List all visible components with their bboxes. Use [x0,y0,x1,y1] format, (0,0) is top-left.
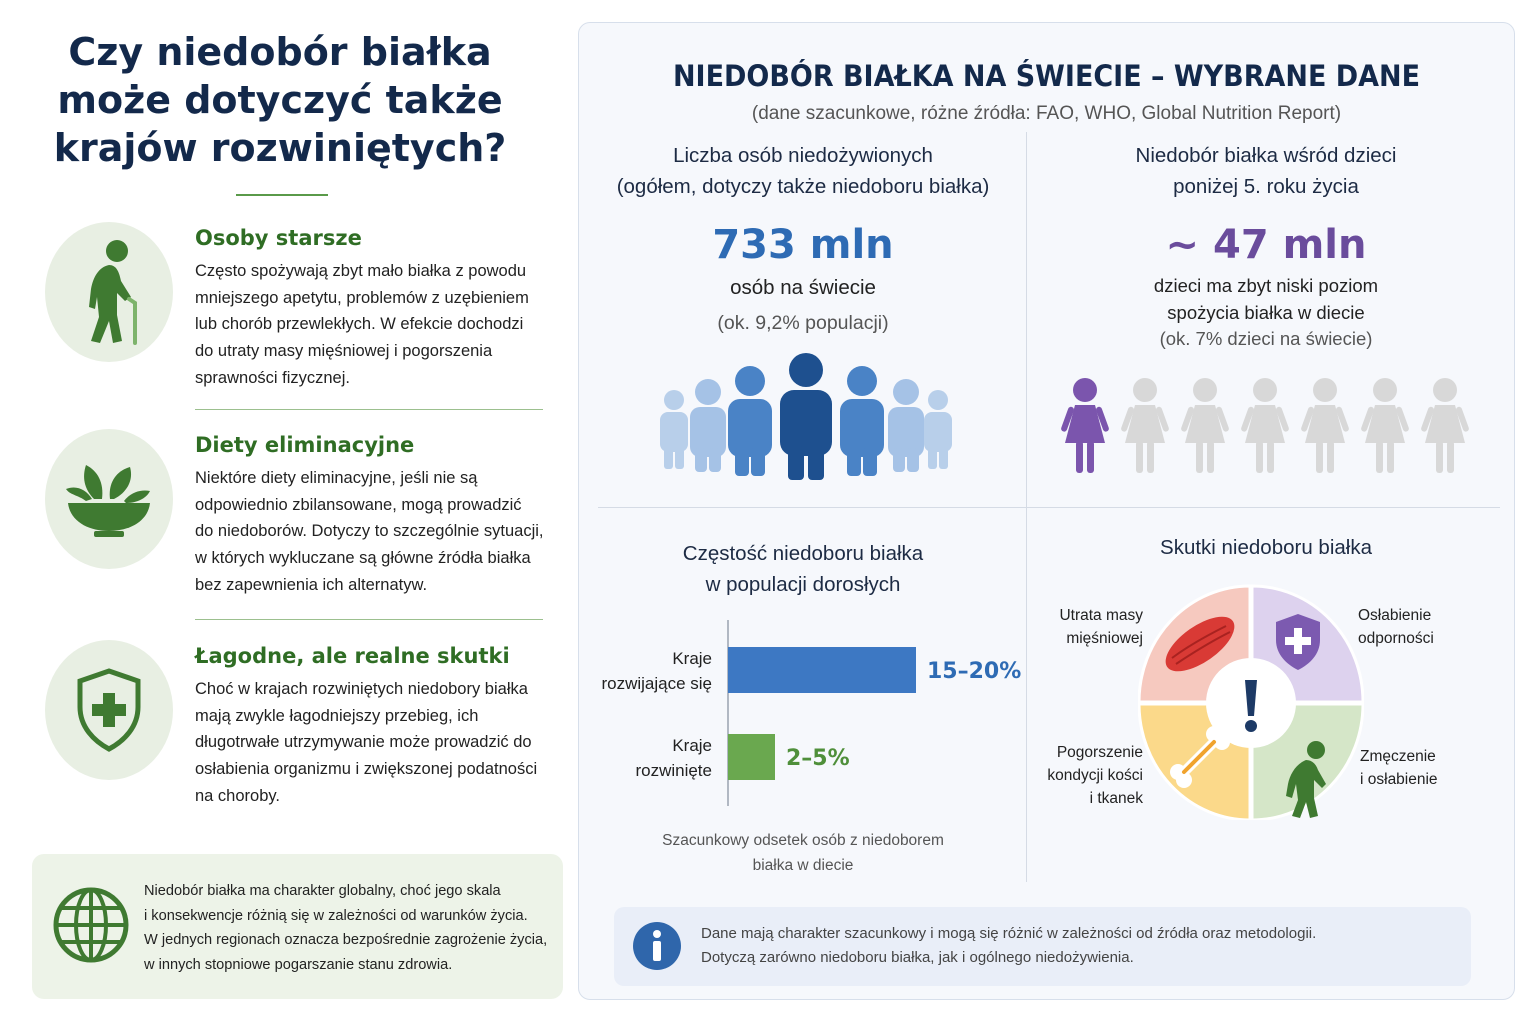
value-label: 15–20% [927,659,1022,684]
info-note-text [701,922,1316,970]
text-line: osłabienia organizmu i zwiększonej podatności [195,760,538,779]
caption-line: Szacunkowy odsetek osób z niedoborem [662,832,944,849]
undernourished-unit: osób na świecie [730,276,876,299]
divider [195,409,543,410]
adults-heading [598,538,1008,600]
label-line: kondycji kości [1047,767,1143,784]
page-title [40,28,520,172]
title-line: może dotyczyć także [57,78,503,122]
child-icon [1240,378,1289,473]
children-share: (ok. 7% dzieci na świecie) [1159,328,1373,349]
undernourished-heading [598,140,1008,202]
text-line: do niedoborów. Dotyczy to szczególnie sytuacji, [195,522,544,541]
item-elimination-diets [40,429,560,599]
item-title: Diety eliminacyjne [195,433,415,457]
label-line: Osłabienie [1358,607,1432,624]
text-line: Dotyczą zarówno niedoboru białka, jak i ogólnego niedożywienia. [701,949,1134,966]
text-line: Choć w krajach rozwiniętych niedobory białka [195,680,528,698]
value-label: 2–5% [786,746,850,771]
text-line: w których wykluczane są główne źródła białka [195,549,531,568]
bar [728,647,916,693]
children-icon-row [1055,375,1485,480]
effect-label-bones [1030,741,1143,810]
global-note-box [32,854,563,999]
horizontal-divider [598,507,1500,508]
child-icon [1120,378,1169,473]
children-value: ~ 47 mln [1165,222,1367,268]
text-line: W jednych regionach oznacza bezpośrednie zagrożenie życia, [144,932,548,948]
child-icon-highlighted [1060,378,1109,473]
bar [728,734,775,780]
heading-line: Liczba osób niedożywionych [673,144,933,167]
title-underline [236,194,328,196]
effect-label-muscle [1040,604,1143,650]
text-line: mają zwykle łagodniejszy przebieg, ich [195,706,479,725]
effect-label-immunity [1358,604,1488,650]
label-line: i tkanek [1089,790,1143,807]
shield-plus-icon [45,640,173,780]
adults-bar-chart [598,610,1023,810]
item-description [195,258,565,392]
divider [195,619,543,620]
item-title: Łagodne, ale realne skutki [195,644,510,668]
info-icon [632,921,682,971]
text-line: spożycia białka w diecie [1167,302,1365,323]
heading-line: poniżej 5. roku życia [1173,175,1359,198]
child-icon [1360,378,1409,473]
info-note-box [614,907,1471,986]
label-line: Pogorszenie [1056,744,1143,761]
children-description [1046,272,1486,326]
title-line: krajów rozwiniętych? [53,126,507,170]
label-line: i osłabienie [1360,771,1438,788]
text-line: bez zapewnienia ich alternatyw. [195,575,428,594]
text-line: w innych stopniowe pogarszanie stanu zdrowia. [144,956,453,973]
people-group-icon [650,350,960,485]
text-line: dzieci ma zbyt niski poziom [1153,275,1379,296]
children-heading [1046,140,1486,202]
child-icon [1300,378,1349,473]
children-icons [1055,375,1485,480]
item-description [195,465,565,599]
global-note-text [144,879,554,977]
child-icon [1180,378,1229,473]
item-description [195,676,565,810]
text-line: Często spożywają zbyt mało białka z powodu [195,262,527,280]
text-line: Niedobór białka ma charakter globalny, choć jego skala [144,883,501,899]
chart-caption [598,828,1008,878]
text-line: sprawności fizycznej. [195,368,350,387]
heading-line: w populacji dorosłych [705,573,901,596]
elderly-person-icon [45,222,173,362]
panel-title: NIEDOBÓR BIAŁKA NA ŚWIECIE – WYBRANE DANE [672,59,1421,93]
undernourished-share: (ok. 9,2% populacji) [717,312,889,334]
title-line: Czy niedobór białka [68,30,492,74]
category-label: rozwijające się [601,674,712,693]
caption-line: białka w diecie [752,857,854,874]
label-line: odporności [1358,630,1434,647]
item-elderly [40,222,560,392]
panel-subtitle: (dane szacunkowe, różne źródła: FAO, WHO, Global Nutrition Report) [751,103,1342,124]
text-line: lub chorób przewlekłych. W efekcie dochodzi [195,315,524,334]
heading-line: Częstość niedoboru białka [682,542,924,565]
effects-pie [1138,584,1364,820]
label-line: mięśniowej [1066,630,1143,647]
category-label: Kraje [672,649,712,668]
item-mild-effects [40,640,560,830]
child-icon [1420,378,1469,473]
salad-bowl-icon [45,429,173,569]
heading-line: Niedobór białka wśród dzieci [1135,144,1397,167]
effects-heading: Skutki niedoboru białka [1160,536,1372,559]
globe-icon [52,884,130,966]
undernourished-value: 733 mln [712,222,894,268]
text-line: Niektóre diety eliminacyjne, jeśli nie są [195,469,478,487]
label-line: Zmęczenie [1360,748,1436,765]
label-line: Utrata masy [1059,607,1143,624]
text-line: i konsekwencje różnią się w zależności od warunków życia. [144,907,528,924]
text-line: na choroby. [195,786,280,805]
effect-label-fatigue [1360,745,1490,791]
item-title: Osoby starsze [195,226,362,250]
text-line: mniejszego apetytu, problemów z uzębieniem [195,288,529,307]
category-label: rozwinięte [635,761,712,780]
text-line: Dane mają charakter szacunkowy i mogą się różnić w zależności od źródła oraz metodologii. [701,925,1317,942]
text-line: do utraty masy mięśniowej i pogorszenia [195,342,493,361]
text-line: odpowiednio zbilansowane, mogą prowadzić [195,495,522,514]
text-line: długotrwałe utrzymywanie może prowadzić do [195,733,532,752]
category-label: Kraje [672,736,712,755]
bar-chart-svg [598,610,1023,810]
heading-line: (ogółem, dotyczy także niedoboru białka) [616,175,990,198]
